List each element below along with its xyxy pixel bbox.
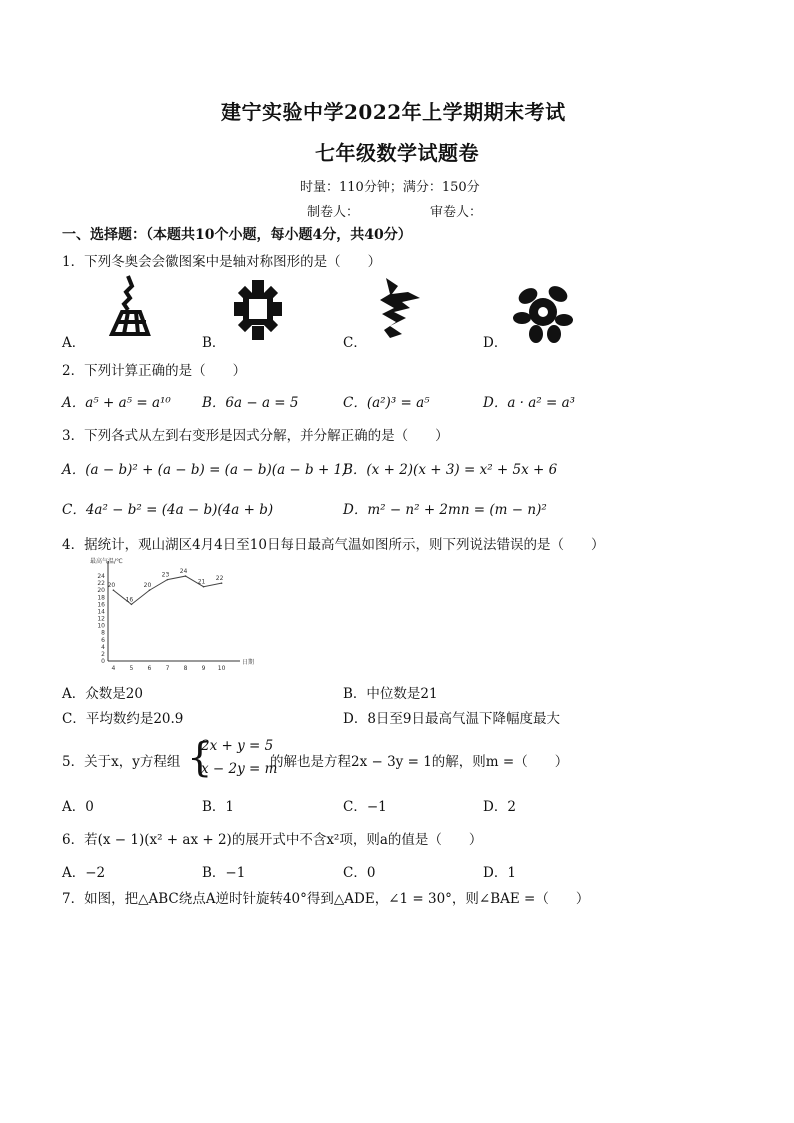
data-point xyxy=(149,589,151,591)
question-5-prefix: 5．关于x，y方程组 xyxy=(62,754,181,770)
y-tick-label: 14 xyxy=(97,608,105,616)
data-point xyxy=(113,589,115,591)
question-3-stem: 3．下列各式从左到右变形是因式分解，并分解正确的是（ ） xyxy=(62,428,449,444)
data-point xyxy=(167,579,169,581)
exam-title: 建宁实验中学2022年上学期期末考试 xyxy=(221,100,566,124)
q4-option-d[interactable]: D．8日至9日最高气温下降幅度最大 xyxy=(343,711,561,727)
q4-option-a[interactable]: A．众数是20 xyxy=(62,686,143,702)
question-1-stem: 1．下列冬奥会会徽图案中是轴对称图形的是（ ） xyxy=(62,254,382,270)
reviewer-label: 审卷人： xyxy=(430,205,483,220)
x-tick-label: 4 xyxy=(111,665,116,672)
y-tick-label: 2 xyxy=(101,650,105,658)
q4-option-c[interactable]: C．平均数约是20.9 xyxy=(62,711,184,727)
y-tick-label: 18 xyxy=(97,594,105,602)
y-tick-label: 0 xyxy=(101,658,105,665)
question-6-stem: 6．若(x − 1)(x² + ax + 2)的展开式中不含x²项，则a的值是（ ） xyxy=(62,832,483,848)
y-tick-label: 4 xyxy=(101,643,105,651)
y-tick-label: 16 xyxy=(97,601,105,609)
emblem-d-icon xyxy=(510,278,576,344)
data-label: 20 xyxy=(107,582,116,590)
y-axis-label: 最高气温/℃ xyxy=(90,558,123,565)
y-tick-label: 8 xyxy=(101,629,105,637)
data-label: 22 xyxy=(215,575,224,583)
emblem-c-icon xyxy=(372,272,428,342)
q2-option-d[interactable]: D．a · a² = a³ xyxy=(483,395,576,411)
q5-option-c[interactable]: C．−1 xyxy=(343,799,387,815)
x-tick-label: 10 xyxy=(217,665,226,672)
question-2-stem: 2．下列计算正确的是（ ） xyxy=(62,363,247,379)
data-label: 24 xyxy=(179,568,188,576)
q1-option-a[interactable]: A． xyxy=(62,335,86,351)
q3-option-c[interactable]: C．4a² − b² = (4a − b)(4a + b) xyxy=(62,502,274,518)
emblem-b-icon xyxy=(230,278,286,342)
x-tick-label: 6 xyxy=(147,665,152,672)
q1-option-d[interactable]: D． xyxy=(483,335,508,351)
emblem-a-icon xyxy=(100,272,160,342)
y-tick-label: 10 xyxy=(97,622,105,630)
q5-option-b[interactable]: B．1 xyxy=(202,799,235,815)
q6-option-c[interactable]: C．0 xyxy=(343,865,376,881)
q3-option-b[interactable]: B．(x + 2)(x + 3) = x² + 5x + 6 xyxy=(343,462,558,478)
data-label: 21 xyxy=(197,578,206,586)
section-heading: 一、选择题：（本题共10个小题，每小题4分，共40分） xyxy=(62,227,412,243)
y-tick-label: 6 xyxy=(101,636,105,644)
maker-label: 制卷人： xyxy=(307,205,360,220)
data-label: 20 xyxy=(143,582,152,590)
q1-option-c[interactable]: C． xyxy=(343,335,367,351)
data-label: 16 xyxy=(125,596,134,604)
q5-option-a[interactable]: A．0 xyxy=(62,799,94,815)
data-point xyxy=(203,586,205,588)
q6-option-d[interactable]: D．1 xyxy=(483,865,516,881)
q3-option-a[interactable]: A．(a − b)² + (a − b) = (a − b)(a − b + 1) xyxy=(62,462,348,478)
x-tick-label: 8 xyxy=(183,665,188,672)
equation-2: x − 2y = m xyxy=(201,761,278,777)
temperature-line-chart xyxy=(88,553,255,675)
q6-option-a[interactable]: A．−2 xyxy=(62,865,106,881)
paper-subtitle: 七年级数学试题卷 xyxy=(315,141,479,165)
x-tick-label: 5 xyxy=(129,665,134,672)
data-point xyxy=(221,582,223,584)
q5-option-d[interactable]: D．2 xyxy=(483,799,516,815)
q6-option-b[interactable]: B．−1 xyxy=(202,865,246,881)
data-label: 23 xyxy=(161,571,170,579)
y-tick-label: 24 xyxy=(97,573,105,581)
y-tick-label: 12 xyxy=(97,615,105,623)
q2-option-b[interactable]: B．6a − a = 5 xyxy=(202,395,299,411)
equation-brace: { xyxy=(187,735,213,781)
q4-option-b[interactable]: B．中位数是21 xyxy=(343,686,438,702)
x-tick-label: 9 xyxy=(201,665,206,672)
x-tick-label: 7 xyxy=(165,665,170,672)
q2-option-c[interactable]: C．(a²)³ = a⁵ xyxy=(343,395,430,411)
time-score: 时量：110分钟；满分：150分 xyxy=(300,180,480,195)
y-tick-label: 20 xyxy=(97,587,105,595)
x-axis-label: 日期 xyxy=(242,659,255,666)
question-5-suffix: 的解也是方程2x − 3y = 1的解，则m =（ ） xyxy=(270,754,569,770)
q2-option-a[interactable]: A．a⁵ + a⁵ = a¹⁰ xyxy=(62,395,171,411)
q1-option-b[interactable]: B． xyxy=(202,335,226,351)
question-4-stem: 4．据统计，观山湖区4月4日至10日每日最高气温如图所示，则下列说法错误的是（ ） xyxy=(62,537,605,553)
q3-option-d[interactable]: D．m² − n² + 2mn = (m − n)² xyxy=(343,502,547,518)
question-7-stem: 7．如图，把△ABC绕点A逆时针旋转40°得到△ADE，∠1 = 30°，则∠BAE =（ ） xyxy=(62,891,590,907)
data-point xyxy=(185,575,187,577)
data-point xyxy=(131,604,133,606)
y-tick-label: 22 xyxy=(97,580,105,588)
equation-1: 2x + y = 5 xyxy=(201,738,274,754)
